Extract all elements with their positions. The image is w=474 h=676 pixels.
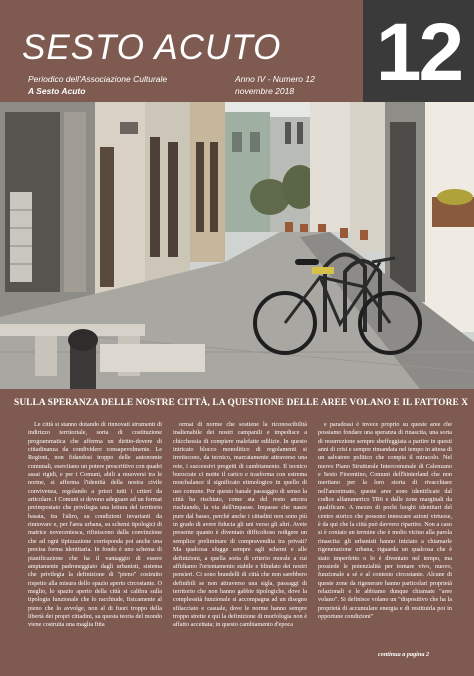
article-body [28, 421, 452, 630]
issue-number: 12 [375, 7, 462, 98]
article-headline: SULLA SPERANZA DELLE NOSTRE CITTÀ, LA QUESTIONE DELLE AREE VOLANO E IL FATTORE X [14, 398, 469, 408]
article-paragraph: Le città si stanno dotando di rinnovati strumenti di indirizzo territoriale, sorta di costituzione programmatica che afferma un diritto-dovere di cittadinanza da condividere consapevolmente. Le Regioni, non fidandosi troppo delle autonomie comunali, esercitano un potere prescrittivo con quadri assai rigidi, e per i Comuni, abili a muoversi tra le norme, si afferma l'identità della nostra civile convivenza, regolando a priori tutti i criteri da articolare. I Comuni si devono adeguare ad un format preimpostato che privilegia una lettura del territorio basata, tra l'altro, su condizioni invarianti da rinnovare e, per l'area urbana, su schemi tipologici di matrice novecentesca, rifiniscono dalla convinzione che ad ogni tipizzazione corrisponda poi anche una precisa forma identitaria. In fondo è uno schema di pianificazione che ha il vantaggio di essere ampiamente padroneggiato dagli urbanisti, sistema che privilegia la definizione di "pieno" costruito rispetto alla misura dello spazio aperto circostante. O meglio, lo spazio aperto della città si calibra sulla tipologia funzionale che lo racchiude, fisicamente al pieno che lo avvolge, non al di fuori troppo della libertà dei propri cittadini, su questa teoria del mondo viene costruita una maglia fitta [28, 421, 162, 629]
article-column-3 [318, 421, 452, 630]
article-paragraph: e paradossi è invece proprio su queste aree che possiamo fondare una speranza di rinascita, una sorta di resurrezione sempre sbeffeggiata a partire in questi anni di crisi e sempre rimandata nel tempo in attesa di un salvatore politico che compia il miracolo. Nel nuovo Piano Strutturale Intercomunale di Calenzano e Sesto Fiorentino, Comuni dell'hinterland che non meritano per la loro storia di rivacchiare nell'anonimato, queste aree sono identificate dal codice alfanumerico TR6 e dalle zone marginali da qualificare. A mezzo di pochi luoghi identitari del centro storico che possono innescare azioni virtuose, è da qui che la città può davvero ripartire. Non a caso si è coniato un termine che è molto vicino alla parola rinascita: gli urbanisti hanno iniziato a chiamarle rigenerazione urbana, riguarda un qualcosa che è stato imperfetto o lo è diventato nel tempo, ma possiede le potenzialità per tornare vivo, nuovo, funzionale a sé e al contesto circostante. Alcune di queste zone da rigenerare hanno particolari proprietà relazionali e le abbiamo dunque chiamate "aree volano". Si definisce volano un "dispositivo che ha la proprietà di accumulare energia e di restituirla poi in opportune condizioni" [318, 421, 452, 620]
continued-on-page-link[interactable]: continua a pagina 2 [378, 651, 430, 658]
article-paragraph: ormai di norme che sostiene la riconoscibilità inalienabile dei nostri campanili e impedisce a chicchessia di compiere malefatte edilizie. In questo intricato blocco monolitico di regolamenti si irretiscono, da tecnico, marcatamente attraverso una rete, i successivi progetti di cambiamento. Il tecnico burocrate ci mette il carico e trasforma con estrema nonchalance il significato etimologico in quello di uso comune. Per questo banale passaggio di senso la città ha rischiato, come sta del resto ancora rischiando, la via dell'impasse. Impasse che nasce pure dal basso, perché anche i cittadini non sono più in grado di avere fiducia gli uni verso gli altri. Avete presente quanto è diventato difficoltoso redigere un semplice preliminare di compravendita tra privati? Ma qualcosa sfugge sempre agli schemi e alle definizioni, a quella sorta di criterio morale a cui affidiamo l'orientamento stabile e blindato dei nostri pensieri. Ci sono brandelli di città che non sarebbero definibili se non attraverso una sigla, passaggi di territorio che non hanno gabbie tipologiche, dove la complessità funzionale si accompagna ad un disegno sfilacciato e casuale, dove le norme hanno sempre troppo strette e qui la definizione di morfologia non è affatto accettata; in questo cambiamento d'epoca [173, 421, 307, 629]
magazine-subtitle: Periodico dell'Associazione Culturale [28, 74, 168, 84]
issue-date: novembre 2018 [235, 86, 295, 96]
article-column-1 [28, 421, 162, 630]
magazine-title: SESTO ACUTO [22, 28, 282, 67]
street-scene-illustration [0, 102, 474, 389]
association-name: A Sesto Acuto [28, 86, 86, 96]
masthead [0, 0, 474, 104]
article-column-2 [173, 421, 307, 630]
cover-photo [0, 102, 474, 389]
issue-number-text: Anno IV - Numero 12 [235, 74, 315, 84]
